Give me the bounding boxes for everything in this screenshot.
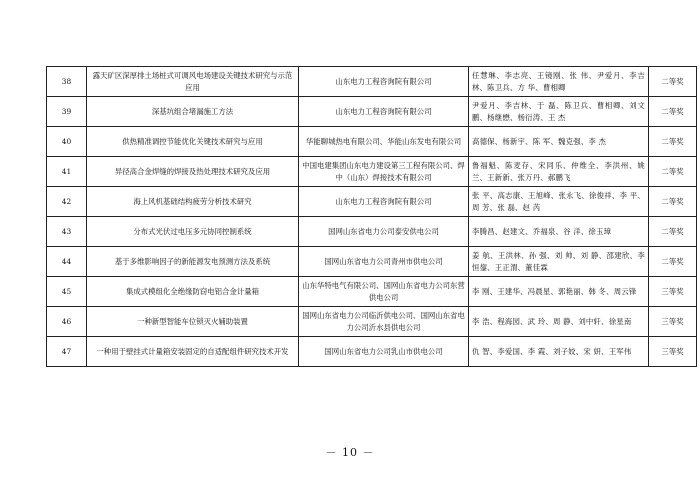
row-number: 41 [47, 157, 87, 187]
row-number: 42 [47, 187, 87, 217]
awards-table [46, 66, 697, 367]
project-name: 一种用于壁挂式计量箱安装固定的自适配组件研究技术开发 [87, 337, 299, 367]
table-row [47, 337, 697, 367]
row-number: 38 [47, 67, 87, 97]
table-row [47, 127, 697, 157]
award-grade: 二等奖 [649, 157, 697, 187]
award-grade: 三等奖 [649, 307, 697, 337]
award-grade: 二等奖 [649, 67, 697, 97]
completing-people: 李 浩、程海园、武 玲、周 静、刘中轩、徐星南 [469, 307, 649, 337]
table-row [47, 157, 697, 187]
row-number: 40 [47, 127, 87, 157]
table-row [47, 187, 697, 217]
table-row [47, 217, 697, 247]
project-name: 基于多维影响因子的新能源发电预测方法及系统 [87, 247, 299, 277]
project-name: 异径高合金焊缝的焊接及热处理技术研究及应用 [87, 157, 299, 187]
completing-unit: 国网山东省电力公司临沂供电公司、国网山东省电力公司沂水县供电公司 [299, 307, 469, 337]
award-grade: 二等奖 [649, 247, 697, 277]
completing-unit: 山东电力工程咨询院有限公司 [299, 97, 469, 127]
completing-unit: 山东电力工程咨询院有限公司 [299, 187, 469, 217]
completing-unit: 山东电力工程咨询院有限公司 [299, 67, 469, 97]
project-name: 供热精准调控节能优化关键技术研究与应用 [87, 127, 299, 157]
row-number: 46 [47, 307, 87, 337]
project-name: 分布式光伏过电压多元协同控制系统 [87, 217, 299, 247]
award-grade: 三等奖 [649, 277, 697, 307]
table-row [47, 97, 697, 127]
row-number: 47 [47, 337, 87, 367]
completing-people: 李腾昌、赵建文、乔福泉、谷 洋、徐玉璋 [469, 217, 649, 247]
project-name: 海上风机基础结构疲劳分析技术研究 [87, 187, 299, 217]
table-row [47, 307, 697, 337]
table-row [47, 247, 697, 277]
project-name: 露天矿区深厚排土场桩式可调风电场建设关键技术研究与示范应用 [87, 67, 299, 97]
completing-people: 姜 航、王洪林、孙 强、刘 帅、刘 静、邵建欣、李恒鋆、王正渭、董佳霖 [469, 247, 649, 277]
completing-unit: 中国电建集团山东电力建设第三工程有限公司、焊中（山东）焊接技术有限公司 [299, 157, 469, 187]
row-number: 39 [47, 97, 87, 127]
row-number: 45 [47, 277, 87, 307]
completing-people: 鲁福魁、陈麦存、宋同乐、仲维全、李洪州、姚 兰、王新新、张万丹、郝鹏飞 [469, 157, 649, 187]
completing-unit: 国网山东省电力公司泰安供电公司 [299, 217, 469, 247]
awards-table-body [47, 67, 697, 367]
award-grade: 二等奖 [649, 127, 697, 157]
completing-unit: 山东华特电气有限公司、国网山东省电力公司东营供电公司 [299, 277, 469, 307]
completing-unit: 国网山东省电力公司乳山市供电公司 [299, 337, 469, 367]
award-grade: 二等奖 [649, 97, 697, 127]
completing-people: 张 平、高志康、王旭峰、张永飞、徐俊祥、李 平、周 芳、张 磊、赵 芮 [469, 187, 649, 217]
project-name: 深基坑组合堵漏施工方法 [87, 97, 299, 127]
completing-unit: 国网山东省电力公司青州市供电公司 [299, 247, 469, 277]
completing-people: 仇 智、李爱国、李 霞、刘子姣、宋 妍、王军伟 [469, 337, 649, 367]
award-grade: 二等奖 [649, 217, 697, 247]
completing-people: 李 刚、王建华、冯晨星、郭艳丽、韩 冬、周云锋 [469, 277, 649, 307]
project-name: 一种新型智能车位锁灭火辅助装置 [87, 307, 299, 337]
completing-people: 高德保、杨新宇、陈 军、魏克强、李 杰 [469, 127, 649, 157]
row-number: 44 [47, 247, 87, 277]
table-row [47, 277, 697, 307]
award-grade: 二等奖 [649, 187, 697, 217]
project-name: 集成式模组化全绝缘防窃电铝合金计量箱 [87, 277, 299, 307]
completing-people: 尹爱月、李吉林、于 磊、陈卫兵、曹相卿、刘文鹏、杨继懋、杨衍涛、王 杰 [469, 97, 649, 127]
page-number: － 10 － [325, 446, 375, 459]
completing-unit: 华能聊城热电有限公司、华能山东发电有限公司 [299, 127, 469, 157]
row-number: 43 [47, 217, 87, 247]
award-grade: 三等奖 [649, 337, 697, 367]
completing-people: 任慧琳、李志亮、王镜刚、张 伟、尹爱月、李吉林、陈卫兵、方 华、曹相卿 [469, 67, 649, 97]
table-row [47, 67, 697, 97]
